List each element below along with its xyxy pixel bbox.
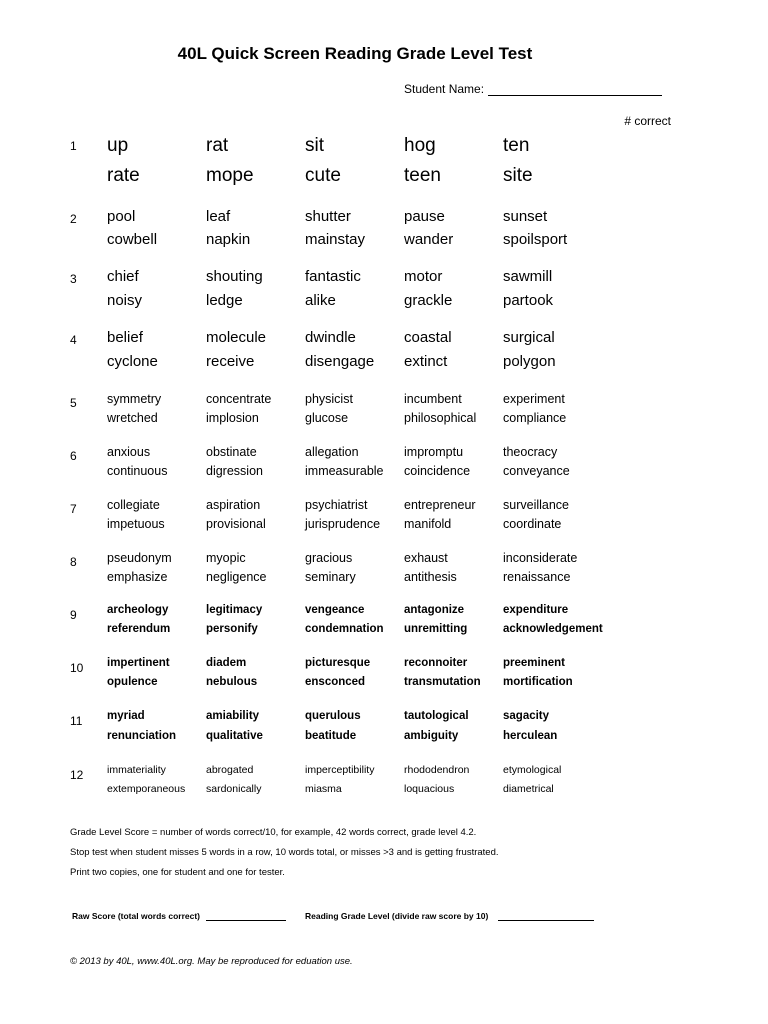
- test-word: jurisprudence: [305, 517, 381, 531]
- test-word: mortification: [503, 676, 573, 688]
- test-word: sawmill: [503, 268, 553, 285]
- test-word: concentrate: [206, 392, 272, 406]
- test-word: anxious: [107, 445, 151, 459]
- test-word: mope: [206, 165, 254, 186]
- student-name-field: [404, 82, 662, 96]
- test-word: ten: [503, 135, 530, 156]
- test-word: belief: [107, 329, 143, 346]
- test-word: reconnoiter: [404, 657, 468, 669]
- student-name-blank[interactable]: [488, 83, 662, 96]
- test-word: incumbent: [404, 392, 462, 406]
- row-number: 9: [70, 608, 77, 622]
- test-word: surgical: [503, 329, 555, 346]
- test-word: napkin: [206, 231, 251, 248]
- test-word: rate: [107, 165, 140, 186]
- test-word: myopic: [206, 551, 246, 565]
- row-number: 4: [70, 333, 77, 347]
- test-word: cute: [305, 165, 341, 186]
- test-word: personify: [206, 623, 258, 635]
- test-word: transmutation: [404, 676, 481, 688]
- test-word: pool: [107, 208, 136, 225]
- test-word: leaf: [206, 208, 231, 225]
- test-word: allegation: [305, 445, 359, 459]
- test-word: impetuous: [107, 517, 165, 531]
- test-word: etymological: [503, 764, 562, 776]
- row-number: 8: [70, 555, 77, 569]
- row-number: 12: [70, 768, 84, 782]
- test-word: spoilsport: [503, 231, 568, 248]
- test-word: imperceptibility: [305, 764, 375, 776]
- test-word: glucose: [305, 411, 349, 425]
- test-word: nebulous: [206, 676, 258, 688]
- test-word: myriad: [107, 710, 145, 722]
- test-word: extemporaneous: [107, 783, 186, 795]
- raw-score-blank[interactable]: [206, 911, 286, 921]
- test-word: referendum: [107, 623, 171, 635]
- test-word: physicist: [305, 392, 353, 406]
- test-word: sagacity: [503, 710, 550, 722]
- test-word: unremitting: [404, 623, 468, 635]
- test-word: manifold: [404, 517, 452, 531]
- test-word: negligence: [206, 570, 267, 584]
- test-word: coordinate: [503, 517, 562, 531]
- reading-grade-level-blank[interactable]: [498, 911, 594, 921]
- test-word: site: [503, 165, 533, 186]
- raw-score-label: Raw Score (total words correct): [72, 911, 201, 921]
- test-word: polygon: [503, 353, 556, 370]
- test-word: partook: [503, 292, 554, 309]
- row-number: 11: [70, 714, 83, 728]
- test-word: sit: [305, 135, 324, 156]
- test-word: compliance: [503, 411, 567, 425]
- test-word: acknowledgement: [503, 623, 603, 635]
- test-word: extinct: [404, 353, 448, 370]
- test-word: archeology: [107, 604, 169, 616]
- test-word: ensconced: [305, 676, 366, 688]
- test-word: provisional: [206, 517, 266, 531]
- test-word: qualitative: [206, 730, 263, 742]
- test-word: shutter: [305, 208, 351, 225]
- test-word: wander: [404, 231, 454, 248]
- test-word: hog: [404, 135, 436, 156]
- test-word: emphasize: [107, 570, 168, 584]
- test-word: loquacious: [404, 783, 455, 795]
- test-word: renunciation: [107, 730, 177, 742]
- test-word: immeasurable: [305, 464, 384, 478]
- test-word: pause: [404, 208, 445, 225]
- test-word: amiability: [206, 710, 260, 722]
- test-word: condemnation: [305, 623, 384, 635]
- test-word: surveillance: [503, 498, 570, 512]
- test-word: opulence: [107, 676, 158, 688]
- test-word: shouting: [206, 268, 263, 285]
- test-word: preeminent: [503, 657, 565, 669]
- test-word: legitimacy: [206, 604, 263, 616]
- test-word: miasma: [305, 783, 342, 795]
- row-number: 3: [70, 272, 77, 286]
- note-grade-level: Grade Level Score = number of words correct/10, for example, 42 words correct, grade level 4.2.: [70, 827, 477, 838]
- test-word: rat: [206, 135, 229, 156]
- test-word: disengage: [305, 353, 375, 370]
- test-word: diadem: [206, 657, 247, 669]
- test-word: obstinate: [206, 445, 257, 459]
- test-word: ambiguity: [404, 730, 459, 742]
- test-word: continuous: [107, 464, 168, 478]
- test-word: ledge: [206, 292, 243, 309]
- test-word: fantastic: [305, 268, 361, 285]
- test-word: receive: [206, 353, 255, 370]
- test-word: impertinent: [107, 657, 170, 669]
- note-stop-test: Stop test when student misses 5 words in a row, 10 words total, or misses >3 and is getting frustrated.: [70, 847, 499, 858]
- test-word: cyclone: [107, 353, 158, 370]
- test-word: expenditure: [503, 604, 569, 616]
- correct-column-header: # correct: [624, 114, 671, 128]
- test-word: grackle: [404, 292, 453, 309]
- test-word: up: [107, 135, 129, 156]
- test-word: antagonize: [404, 604, 465, 616]
- test-word: noisy: [107, 292, 143, 309]
- note-print-copies: Print two copies, one for student and one for tester.: [70, 867, 285, 878]
- reading-grade-level-field: [305, 911, 594, 921]
- test-word: seminary: [305, 570, 356, 584]
- test-word: coastal: [404, 329, 452, 346]
- test-word: rhododendron: [404, 764, 470, 776]
- row-number: 5: [70, 396, 77, 410]
- row-number: 7: [70, 502, 77, 516]
- test-word: dwindle: [305, 329, 356, 346]
- test-word: implosion: [206, 411, 259, 425]
- row-number: 2: [70, 212, 77, 226]
- test-word: abrogated: [206, 764, 254, 776]
- test-word: beatitude: [305, 730, 357, 742]
- test-word: conveyance: [503, 464, 570, 478]
- test-word: cowbell: [107, 231, 158, 248]
- test-word: experiment: [503, 392, 565, 406]
- test-word: herculean: [503, 730, 558, 742]
- test-word: collegiate: [107, 498, 160, 512]
- test-word: theocracy: [503, 445, 558, 459]
- test-word: antithesis: [404, 570, 457, 584]
- test-word: sunset: [503, 208, 548, 225]
- reading-grade-level-label: Reading Grade Level (divide raw score by 10): [305, 911, 489, 921]
- student-name-label: Student Name:: [404, 82, 485, 96]
- test-word: renaissance: [503, 570, 571, 584]
- test-word: philosophical: [404, 411, 477, 425]
- test-word: wretched: [107, 411, 158, 425]
- test-word: chief: [107, 268, 139, 285]
- test-word: alike: [305, 292, 336, 309]
- row-number: 1: [70, 139, 77, 153]
- test-word: entrepreneur: [404, 498, 476, 512]
- test-word: inconsiderate: [503, 551, 578, 565]
- test-word: impromptu: [404, 445, 464, 459]
- test-word: immateriality: [107, 764, 166, 776]
- test-word: mainstay: [305, 231, 366, 248]
- test-word: symmetry: [107, 392, 162, 406]
- test-word: diametrical: [503, 783, 554, 795]
- test-word: vengeance: [305, 604, 365, 616]
- test-word: gracious: [305, 551, 353, 565]
- test-word: tautological: [404, 710, 469, 722]
- test-word: psychiatrist: [305, 498, 368, 512]
- test-word: picturesque: [305, 657, 371, 669]
- test-word: molecule: [206, 329, 267, 346]
- row-number: 10: [70, 661, 84, 675]
- test-word: exhaust: [404, 551, 448, 565]
- test-word: sardonically: [206, 783, 262, 795]
- row-number: 6: [70, 449, 77, 463]
- test-word: teen: [404, 165, 441, 186]
- test-word: aspiration: [206, 498, 261, 512]
- page-title: 40L Quick Screen Reading Grade Level Test: [177, 44, 533, 63]
- test-word: motor: [404, 268, 443, 285]
- raw-score-field: [72, 911, 286, 921]
- test-word: coincidence: [404, 464, 471, 478]
- test-word: digression: [206, 464, 263, 478]
- test-word: pseudonym: [107, 551, 172, 565]
- copyright-notice: © 2013 by 40L, www.40L.org. May be reproduced for eduation use.: [70, 956, 353, 967]
- test-word: querulous: [305, 710, 361, 722]
